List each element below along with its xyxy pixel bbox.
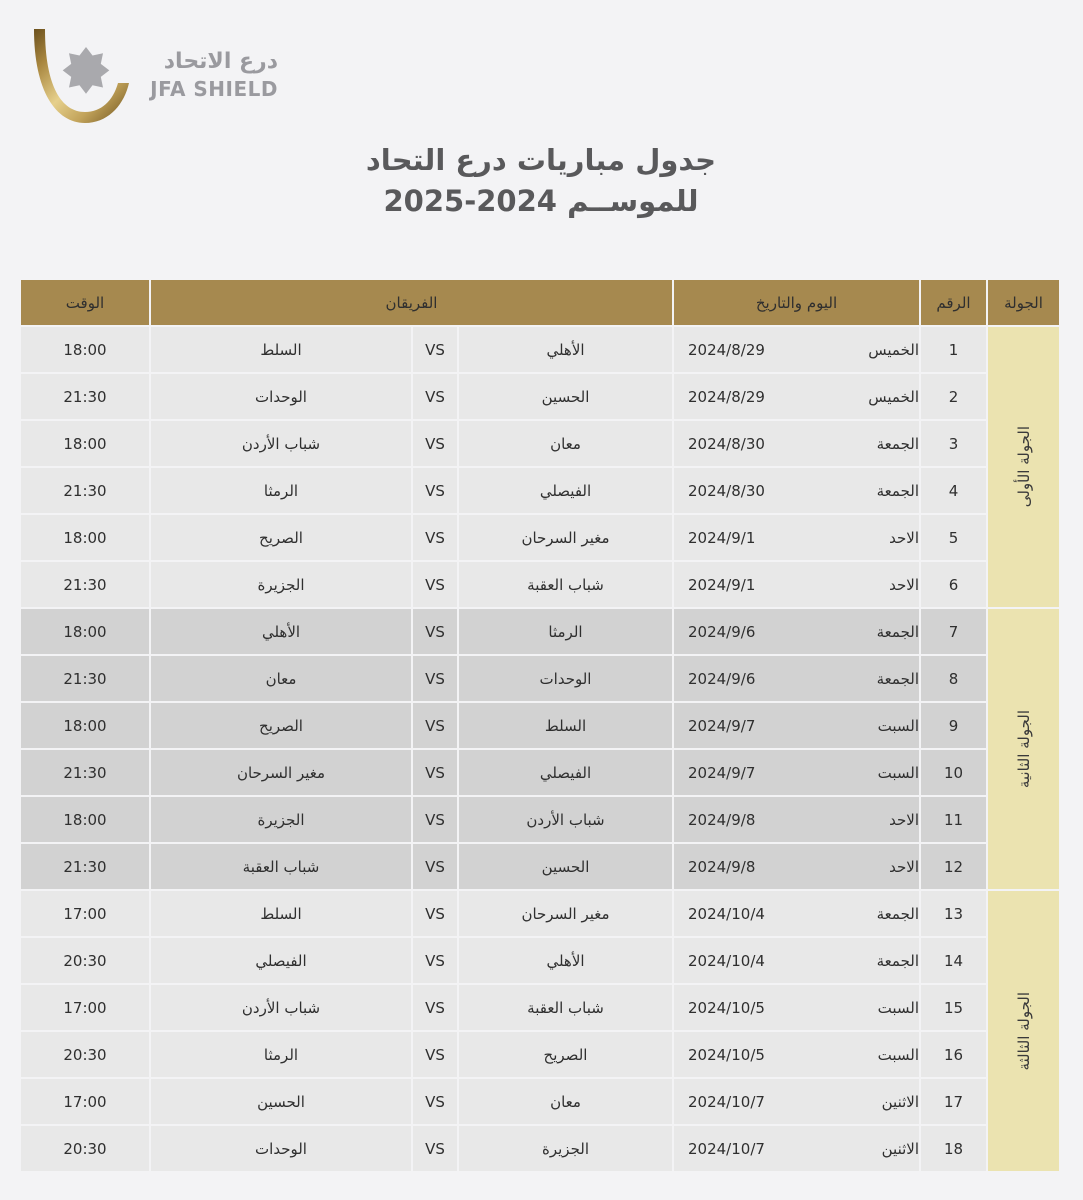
match-day-name: السبت bbox=[877, 1045, 919, 1064]
round-label-text: الجولة الثالثة bbox=[1014, 991, 1033, 1071]
versus-cell: VS bbox=[412, 984, 458, 1031]
versus-cell: VS bbox=[412, 1125, 458, 1172]
match-number-cell: 5 bbox=[920, 514, 987, 561]
match-day-name: الاثنين bbox=[881, 1139, 919, 1158]
match-number-cell: 16 bbox=[920, 1031, 987, 1078]
match-date-value: 2024/9/7 bbox=[688, 716, 756, 735]
match-day-name: الاحد bbox=[889, 810, 919, 829]
match-date-value: 2024/10/4 bbox=[688, 904, 765, 923]
versus-cell: VS bbox=[412, 1031, 458, 1078]
match-number-cell: 14 bbox=[920, 937, 987, 984]
versus-cell: VS bbox=[412, 796, 458, 843]
match-date-value: 2024/8/30 bbox=[688, 481, 765, 500]
match-time-cell: 20:30 bbox=[20, 1031, 150, 1078]
home-team-cell: السلط bbox=[458, 702, 673, 749]
match-time-cell: 21:30 bbox=[20, 843, 150, 890]
match-date-value: 2024/10/5 bbox=[688, 998, 765, 1017]
match-day-name: السبت bbox=[877, 716, 919, 735]
match-time-cell: 21:30 bbox=[20, 749, 150, 796]
match-time-cell: 17:00 bbox=[20, 984, 150, 1031]
column-header-round: الجولة bbox=[987, 279, 1060, 326]
table-row bbox=[20, 937, 1060, 984]
match-date-cell bbox=[673, 326, 920, 373]
home-team-cell: معان bbox=[458, 1078, 673, 1125]
match-date-cell bbox=[673, 796, 920, 843]
match-number-cell: 10 bbox=[920, 749, 987, 796]
home-team-cell: الجزيرة bbox=[458, 1125, 673, 1172]
match-number-cell: 18 bbox=[920, 1125, 987, 1172]
versus-cell: VS bbox=[412, 702, 458, 749]
versus-cell: VS bbox=[412, 655, 458, 702]
match-date-value: 2024/9/8 bbox=[688, 810, 756, 829]
column-header-number: الرقم bbox=[920, 279, 987, 326]
match-number-cell: 12 bbox=[920, 843, 987, 890]
table-row bbox=[20, 1031, 1060, 1078]
table-row bbox=[20, 514, 1060, 561]
match-number-cell: 11 bbox=[920, 796, 987, 843]
match-time-cell: 18:00 bbox=[20, 796, 150, 843]
match-date-value: 2024/10/7 bbox=[688, 1092, 765, 1111]
versus-cell: VS bbox=[412, 326, 458, 373]
match-date-value: 2024/9/6 bbox=[688, 622, 756, 641]
versus-cell: VS bbox=[412, 749, 458, 796]
match-day-name: الجمعة bbox=[876, 951, 919, 970]
match-time-cell: 17:00 bbox=[20, 1078, 150, 1125]
brand-wordmark bbox=[150, 49, 278, 104]
away-team-cell: الرمثا bbox=[150, 1031, 412, 1078]
match-date-cell bbox=[673, 890, 920, 937]
home-team-cell: الوحدات bbox=[458, 655, 673, 702]
table-body bbox=[20, 326, 1060, 1172]
versus-cell: VS bbox=[412, 373, 458, 420]
away-team-cell: الرمثا bbox=[150, 467, 412, 514]
home-team-cell: شباب العقبة bbox=[458, 561, 673, 608]
table-header-row bbox=[20, 279, 1060, 326]
match-date-value: 2024/9/1 bbox=[688, 575, 756, 594]
match-time-cell: 18:00 bbox=[20, 326, 150, 373]
table-row bbox=[20, 561, 1060, 608]
versus-cell: VS bbox=[412, 420, 458, 467]
table-head bbox=[20, 279, 1060, 326]
away-team-cell: مغير السرحان bbox=[150, 749, 412, 796]
match-day-name: الجمعة bbox=[876, 434, 919, 453]
table-row bbox=[20, 420, 1060, 467]
match-time-cell: 20:30 bbox=[20, 1125, 150, 1172]
match-time-cell: 18:00 bbox=[20, 420, 150, 467]
versus-cell: VS bbox=[412, 561, 458, 608]
match-time-cell: 21:30 bbox=[20, 373, 150, 420]
match-date-value: 2024/9/8 bbox=[688, 857, 756, 876]
home-team-cell: الفيصلي bbox=[458, 749, 673, 796]
match-day-name: الجمعة bbox=[876, 904, 919, 923]
match-date-cell bbox=[673, 984, 920, 1031]
round-label-cell bbox=[987, 890, 1060, 1172]
away-team-cell: شباب العقبة bbox=[150, 843, 412, 890]
page-title bbox=[351, 140, 731, 222]
away-team-cell: الجزيرة bbox=[150, 796, 412, 843]
match-date-value: 2024/8/29 bbox=[688, 387, 765, 406]
match-date-value: 2024/10/4 bbox=[688, 951, 765, 970]
brand-name-ar: درع الاتحاد bbox=[163, 49, 278, 75]
table-row bbox=[20, 373, 1060, 420]
home-team-cell: الحسين bbox=[458, 843, 673, 890]
match-date-cell bbox=[673, 608, 920, 655]
away-team-cell: الحسين bbox=[150, 1078, 412, 1125]
away-team-cell: الأهلي bbox=[150, 608, 412, 655]
column-header-date: اليوم والتاريخ bbox=[673, 279, 920, 326]
versus-cell: VS bbox=[412, 608, 458, 655]
page-header bbox=[0, 0, 1083, 270]
brand-logo bbox=[18, 22, 278, 132]
away-team-cell: شباب الأردن bbox=[150, 984, 412, 1031]
table-row bbox=[20, 467, 1060, 514]
match-date-value: 2024/10/7 bbox=[688, 1139, 765, 1158]
match-time-cell: 18:00 bbox=[20, 702, 150, 749]
match-date-cell bbox=[673, 655, 920, 702]
away-team-cell: الوحدات bbox=[150, 1125, 412, 1172]
match-day-name: الاثنين bbox=[881, 1092, 919, 1111]
table-row bbox=[20, 655, 1060, 702]
match-day-name: السبت bbox=[877, 998, 919, 1017]
round-label-text: الجولة الأولى bbox=[1014, 426, 1033, 508]
match-date-value: 2024/9/7 bbox=[688, 763, 756, 782]
away-team-cell: السلط bbox=[150, 890, 412, 937]
home-team-cell: شباب الأردن bbox=[458, 796, 673, 843]
versus-cell: VS bbox=[412, 514, 458, 561]
home-team-cell: مغير السرحان bbox=[458, 890, 673, 937]
match-number-cell: 9 bbox=[920, 702, 987, 749]
match-time-cell: 20:30 bbox=[20, 937, 150, 984]
match-time-cell: 21:30 bbox=[20, 655, 150, 702]
match-time-cell: 21:30 bbox=[20, 561, 150, 608]
match-day-name: السبت bbox=[877, 763, 919, 782]
table-row bbox=[20, 326, 1060, 373]
column-header-time: الوقت bbox=[20, 279, 150, 326]
match-time-cell: 21:30 bbox=[20, 467, 150, 514]
versus-cell: VS bbox=[412, 1078, 458, 1125]
column-header-teams: الفريقان bbox=[150, 279, 673, 326]
match-date-cell bbox=[673, 702, 920, 749]
match-number-cell: 2 bbox=[920, 373, 987, 420]
table-row bbox=[20, 1078, 1060, 1125]
match-date-cell bbox=[673, 1031, 920, 1078]
home-team-cell: الحسين bbox=[458, 373, 673, 420]
home-team-cell: الرمثا bbox=[458, 608, 673, 655]
home-team-cell: الصريح bbox=[458, 1031, 673, 1078]
home-team-cell: شباب العقبة bbox=[458, 984, 673, 1031]
round-label-text: الجولة الثانية bbox=[1014, 709, 1033, 789]
match-date-cell bbox=[673, 937, 920, 984]
jfa-shield-crescent-star-icon bbox=[26, 25, 144, 129]
match-date-cell bbox=[673, 467, 920, 514]
match-day-name: الجمعة bbox=[876, 669, 919, 688]
page-title-line-2: للموســم 2024-2025 bbox=[383, 184, 699, 219]
away-team-cell: السلط bbox=[150, 326, 412, 373]
away-team-cell: الصريح bbox=[150, 702, 412, 749]
match-date-cell bbox=[673, 843, 920, 890]
away-team-cell: الصريح bbox=[150, 514, 412, 561]
match-number-cell: 4 bbox=[920, 467, 987, 514]
match-number-cell: 13 bbox=[920, 890, 987, 937]
match-number-cell: 3 bbox=[920, 420, 987, 467]
match-date-cell bbox=[673, 514, 920, 561]
match-date-value: 2024/9/1 bbox=[688, 528, 756, 547]
away-team-cell: شباب الأردن bbox=[150, 420, 412, 467]
match-day-name: الاحد bbox=[889, 575, 919, 594]
match-schedule-table bbox=[19, 278, 1061, 1173]
match-number-cell: 17 bbox=[920, 1078, 987, 1125]
home-team-cell: الفيصلي bbox=[458, 467, 673, 514]
match-day-name: الخميس bbox=[868, 387, 919, 406]
match-date-cell bbox=[673, 1078, 920, 1125]
match-time-cell: 18:00 bbox=[20, 608, 150, 655]
match-day-name: الخميس bbox=[868, 340, 919, 359]
versus-cell: VS bbox=[412, 890, 458, 937]
versus-cell: VS bbox=[412, 843, 458, 890]
away-team-cell: الفيصلي bbox=[150, 937, 412, 984]
match-day-name: الجمعة bbox=[876, 622, 919, 641]
match-date-value: 2024/9/6 bbox=[688, 669, 756, 688]
match-date-cell bbox=[673, 373, 920, 420]
table-row bbox=[20, 749, 1060, 796]
match-time-cell: 18:00 bbox=[20, 514, 150, 561]
brand-name-en: JFA SHIELD bbox=[150, 76, 278, 101]
match-number-cell: 8 bbox=[920, 655, 987, 702]
match-number-cell: 6 bbox=[920, 561, 987, 608]
away-team-cell: الوحدات bbox=[150, 373, 412, 420]
match-date-cell bbox=[673, 1125, 920, 1172]
table-row bbox=[20, 702, 1060, 749]
page-title-line-1: جدول مباريات درع التحاد bbox=[365, 143, 717, 177]
match-time-cell: 17:00 bbox=[20, 890, 150, 937]
match-day-name: الاحد bbox=[889, 857, 919, 876]
table-row bbox=[20, 796, 1060, 843]
match-date-cell bbox=[673, 561, 920, 608]
match-number-cell: 7 bbox=[920, 608, 987, 655]
match-date-cell bbox=[673, 749, 920, 796]
home-team-cell: الأهلي bbox=[458, 937, 673, 984]
away-team-cell: الجزيرة bbox=[150, 561, 412, 608]
match-day-name: الجمعة bbox=[876, 481, 919, 500]
table-row bbox=[20, 890, 1060, 937]
match-date-value: 2024/8/29 bbox=[688, 340, 765, 359]
match-date-value: 2024/10/5 bbox=[688, 1045, 765, 1064]
round-label-cell bbox=[987, 608, 1060, 890]
match-number-cell: 15 bbox=[920, 984, 987, 1031]
home-team-cell: مغير السرحان bbox=[458, 514, 673, 561]
match-date-value: 2024/8/30 bbox=[688, 434, 765, 453]
table-row bbox=[20, 1125, 1060, 1172]
match-number-cell: 1 bbox=[920, 326, 987, 373]
schedule-table-container bbox=[21, 278, 1061, 1173]
home-team-cell: الأهلي bbox=[458, 326, 673, 373]
table-row bbox=[20, 984, 1060, 1031]
round-label-cell bbox=[987, 326, 1060, 608]
away-team-cell: معان bbox=[150, 655, 412, 702]
versus-cell: VS bbox=[412, 467, 458, 514]
versus-cell: VS bbox=[412, 937, 458, 984]
match-date-cell bbox=[673, 420, 920, 467]
match-day-name: الاحد bbox=[889, 528, 919, 547]
home-team-cell: معان bbox=[458, 420, 673, 467]
table-row bbox=[20, 843, 1060, 890]
table-row bbox=[20, 608, 1060, 655]
